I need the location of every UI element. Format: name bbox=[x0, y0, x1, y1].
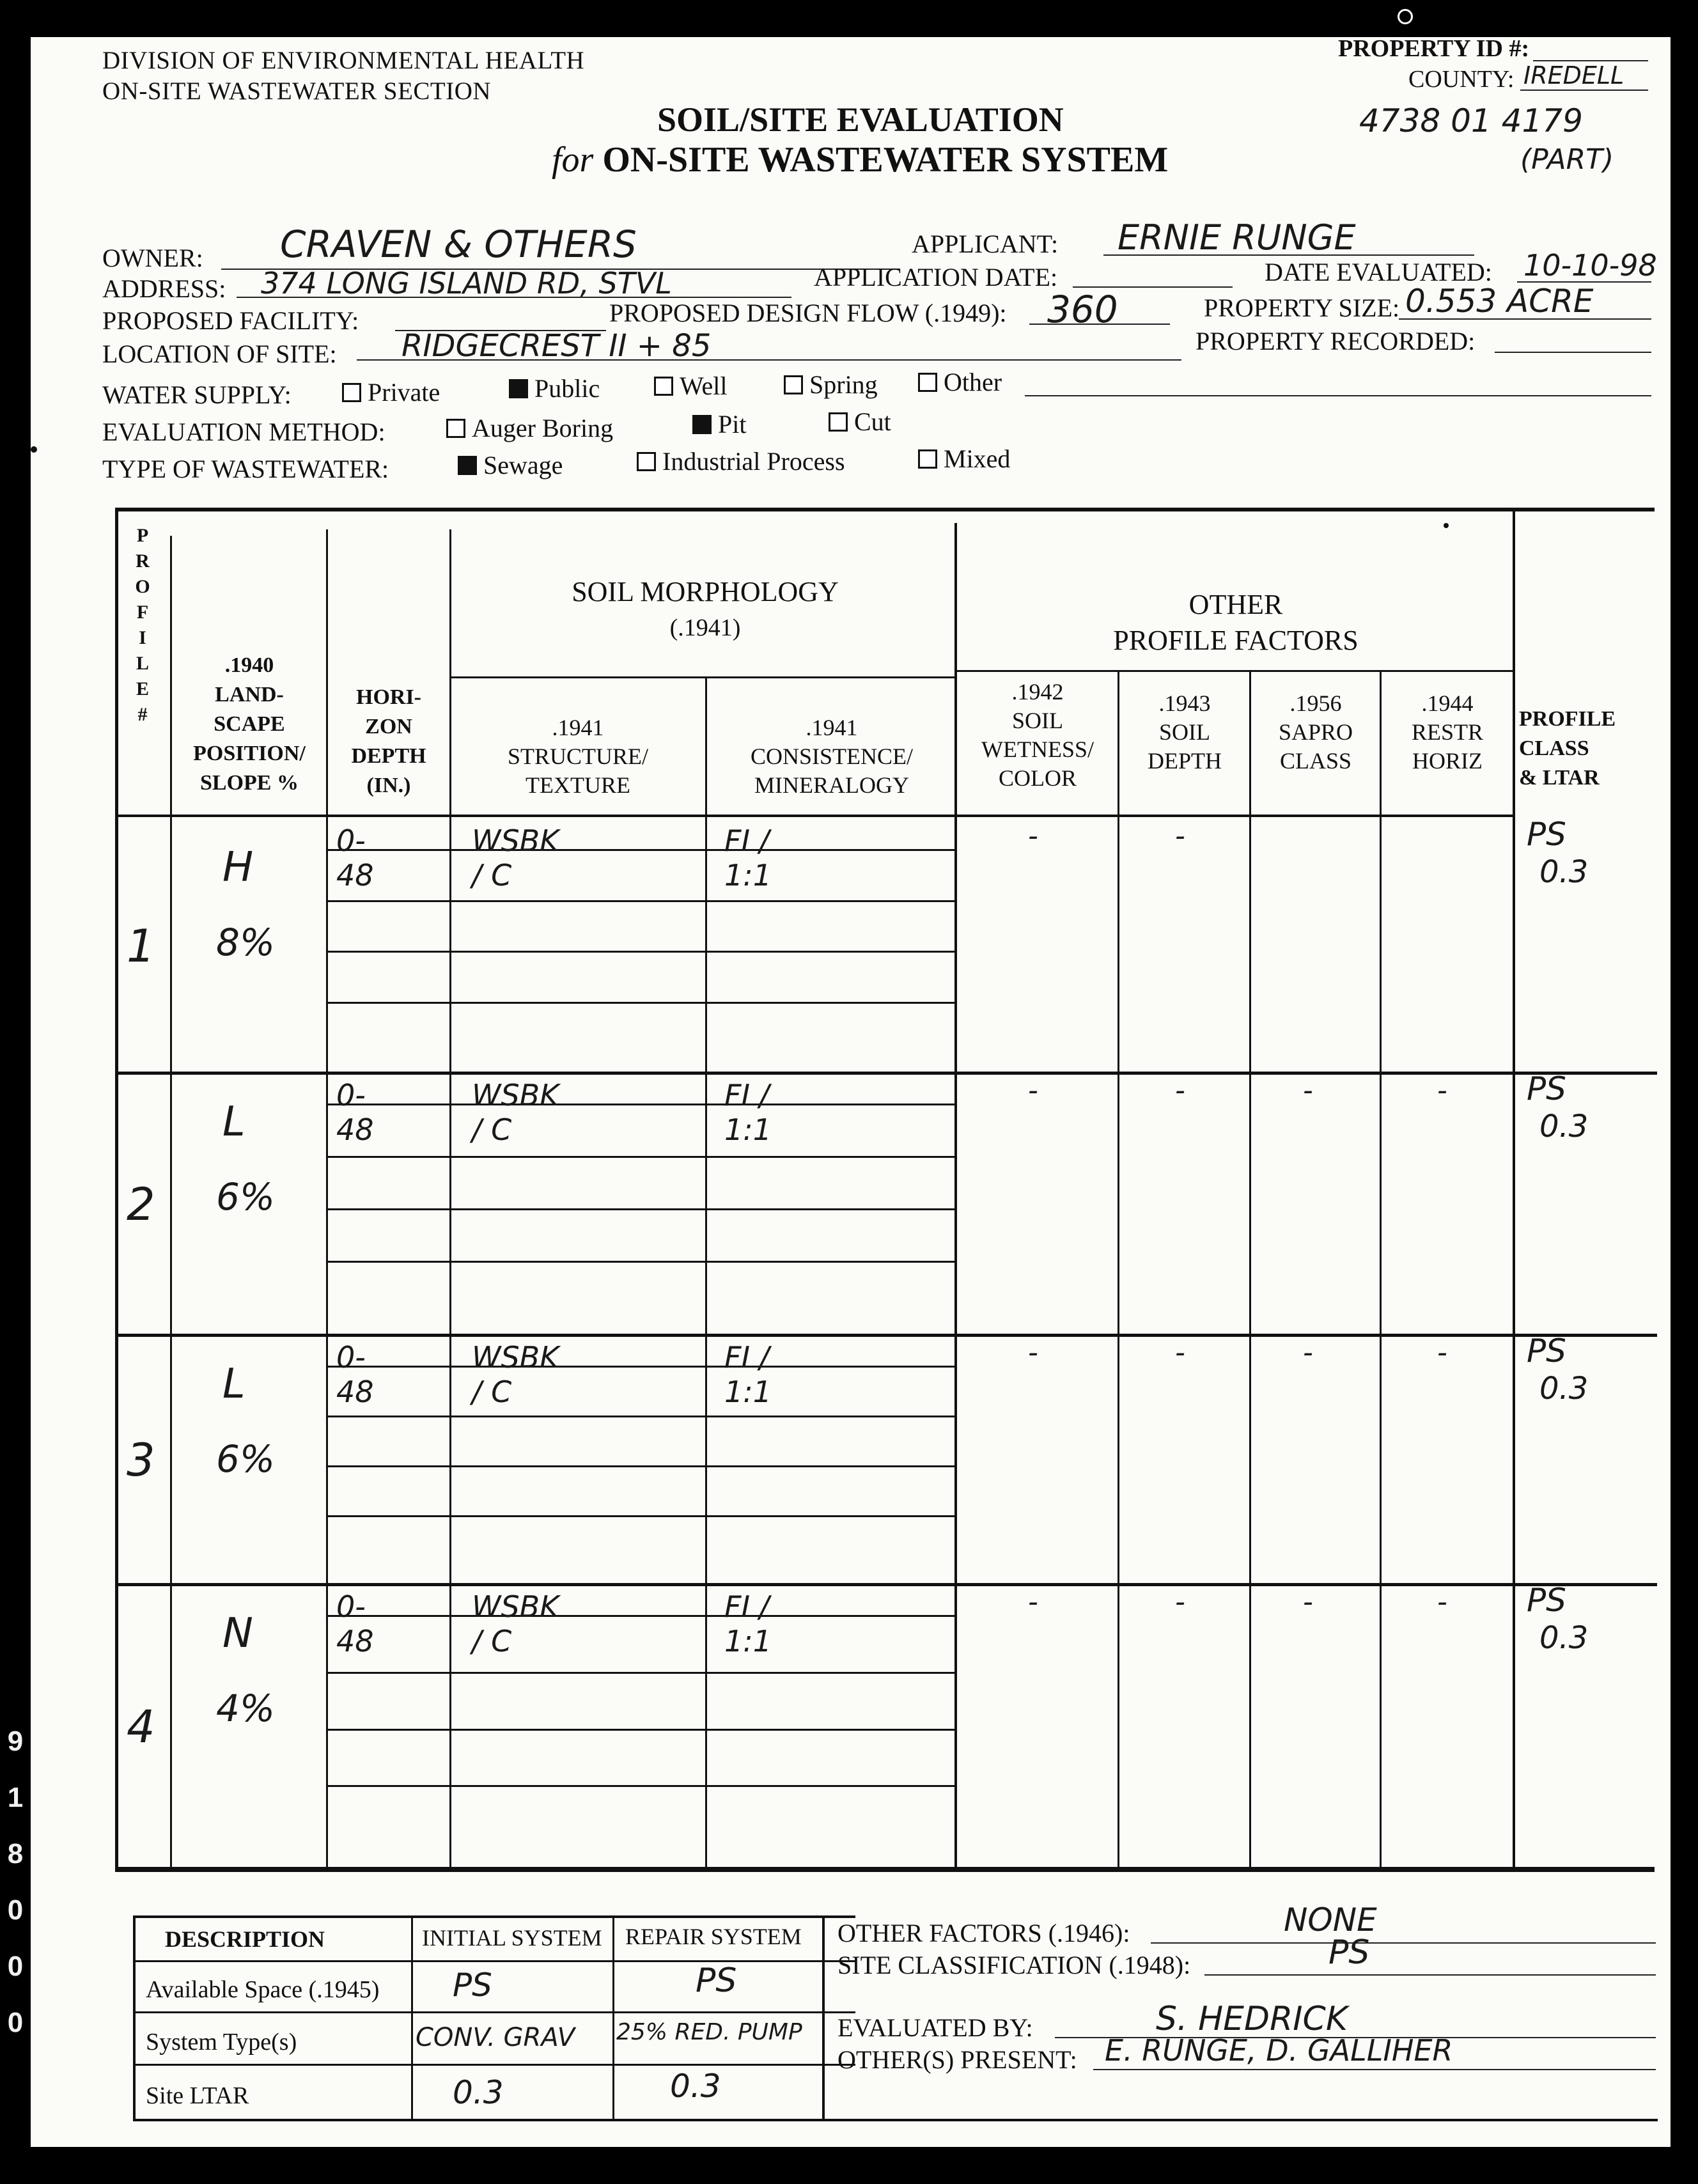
section-name: ON-SITE WASTEWATER SECTION bbox=[102, 77, 492, 105]
soil-wetness: - bbox=[1028, 1586, 1038, 1618]
structure-header-line: STRUCTURE/ bbox=[507, 744, 649, 769]
water-supply-public[interactable] bbox=[509, 373, 600, 403]
horizon-header-line: DEPTH bbox=[351, 744, 426, 768]
option-label: Spring bbox=[809, 370, 878, 399]
profile-class: PS bbox=[1527, 816, 1566, 853]
profile-row-divider bbox=[116, 1334, 1657, 1337]
design-flow-label: PROPOSED DESIGN FLOW (.1949): bbox=[609, 299, 1007, 327]
horizon-header-line: ZON bbox=[365, 715, 412, 738]
water-supply-well[interactable] bbox=[654, 371, 728, 401]
checkbox-icon bbox=[342, 383, 361, 402]
bt-row bbox=[133, 1960, 855, 1962]
method-auger-boring[interactable] bbox=[446, 413, 613, 443]
bt-top bbox=[133, 1915, 855, 1918]
consistence-mineralogy: FI / 1:1 bbox=[724, 1589, 772, 1658]
evaluated-by-label: EVALUATED BY: bbox=[837, 2013, 1033, 2042]
evaluated-by-value: S. HEDRICK bbox=[1156, 2000, 1348, 2038]
soil-depth: - bbox=[1175, 820, 1185, 852]
bt-bottom bbox=[133, 2119, 1658, 2121]
scan-speck bbox=[1444, 523, 1449, 528]
owner-label: OWNER: bbox=[102, 244, 203, 272]
horizon-sub-line bbox=[327, 1104, 955, 1105]
county-field[interactable] bbox=[1520, 90, 1648, 91]
structure-texture: WSBK / C bbox=[472, 1078, 559, 1147]
horizon-sub-line bbox=[327, 1615, 955, 1617]
subtitle-text: ON-SITE WASTEWATER SYSTEM bbox=[602, 140, 1169, 180]
horizon-sub-line bbox=[327, 1465, 955, 1467]
option-label: Pit bbox=[718, 410, 747, 439]
restr-header-line: RESTR bbox=[1411, 719, 1484, 745]
bt-col bbox=[612, 1915, 614, 2121]
soil-wetness: - bbox=[1028, 1336, 1038, 1369]
horizon-sub-line bbox=[327, 849, 955, 851]
structure-header-line: .1941 bbox=[552, 715, 604, 740]
checkbox-checked-icon bbox=[458, 456, 477, 475]
wastewater-mixed[interactable] bbox=[918, 444, 1010, 474]
method-pit[interactable] bbox=[692, 409, 746, 439]
col-divider bbox=[170, 536, 172, 1868]
available-space-initial: PS bbox=[453, 1967, 492, 2004]
structure-texture: WSBK / C bbox=[472, 1589, 559, 1658]
available-space-label: Available Space (.1945) bbox=[146, 1976, 380, 2003]
soil-wetness: - bbox=[1028, 1074, 1038, 1107]
other-factors-header-line: PROFILE FACTORS bbox=[1113, 625, 1359, 656]
soil-depth-header-line: SOIL bbox=[1159, 719, 1210, 745]
property-id-label: PROPERTY ID #: bbox=[1338, 37, 1530, 62]
system-type-repair: 25% RED. PUMP bbox=[616, 2019, 802, 2045]
profile-number: 2 bbox=[127, 1178, 155, 1231]
others-present-label: OTHER(S) PRESENT: bbox=[837, 2045, 1077, 2074]
sapro-header-line: SAPRO bbox=[1278, 719, 1353, 745]
site-ltar-label: Site LTAR bbox=[146, 2082, 249, 2109]
address-value: 374 LONG ISLAND RD, STVL bbox=[261, 266, 672, 300]
application-date-label: APPLICATION DATE: bbox=[814, 263, 1058, 292]
profile-class: PS bbox=[1527, 1332, 1566, 1369]
checkbox-icon bbox=[918, 449, 937, 469]
design-flow-value: 360 bbox=[1047, 288, 1118, 331]
class-column-border bbox=[1513, 510, 1515, 1869]
morphology-header-divider bbox=[449, 676, 956, 678]
restrictive-horizon: - bbox=[1437, 1074, 1447, 1107]
table-top-border bbox=[115, 508, 1655, 511]
col-divider bbox=[449, 529, 451, 1868]
soil-depth-header-line: .1943 bbox=[1158, 690, 1211, 716]
landscape-header bbox=[174, 651, 325, 798]
wetness-header-line: COLOR bbox=[998, 765, 1077, 791]
evaluation-method-label: EVALUATION METHOD: bbox=[102, 417, 386, 446]
description-header: DESCRIPTION bbox=[165, 1926, 325, 1952]
structure-header-line: TEXTURE bbox=[526, 772, 630, 798]
landscape-position: H bbox=[222, 844, 254, 891]
col-divider bbox=[1380, 670, 1382, 1868]
sapro-header-line: .1956 bbox=[1289, 690, 1342, 716]
horizon-sub-line bbox=[327, 1261, 955, 1263]
profile-class: PS bbox=[1527, 1582, 1566, 1619]
wetness-header-line: .1942 bbox=[1011, 679, 1064, 705]
landscape-header-line: SCAPE bbox=[214, 712, 285, 736]
sapro-class: - bbox=[1303, 1336, 1313, 1369]
class-header-line: CLASS bbox=[1519, 737, 1589, 760]
site-classification-value: PS bbox=[1328, 1933, 1370, 1972]
water-supply-other[interactable] bbox=[918, 367, 1002, 397]
restrictive-horizon: - bbox=[1437, 1586, 1447, 1618]
slope-percent: 6% bbox=[216, 1437, 276, 1481]
soil-morphology-sub: (.1941) bbox=[669, 614, 741, 641]
form-subtitle bbox=[552, 139, 1168, 180]
horizon-depth: 0-48 bbox=[336, 1589, 374, 1658]
property-recorded-label: PROPERTY RECORDED: bbox=[1196, 327, 1476, 355]
other-factors-value: NONE bbox=[1284, 1901, 1377, 1938]
others-present-field[interactable] bbox=[1093, 2069, 1656, 2070]
option-label: Industrial Process bbox=[662, 447, 845, 476]
horizon-depth: 0-48 bbox=[336, 1078, 374, 1147]
soil-wetness: - bbox=[1028, 820, 1038, 852]
profile-ltar: 0.3 bbox=[1539, 854, 1589, 890]
col-divider bbox=[1118, 670, 1119, 1868]
option-label: Cut bbox=[854, 407, 891, 436]
evaluation-form bbox=[31, 37, 1671, 2147]
slope-percent: 8% bbox=[216, 921, 276, 964]
profile-number: 4 bbox=[127, 1701, 155, 1753]
slope-percent: 6% bbox=[216, 1175, 276, 1219]
sapro-class: - bbox=[1303, 1074, 1313, 1107]
col-divider bbox=[1249, 670, 1251, 1868]
applicant-value: ERNIE RUNGE bbox=[1118, 217, 1356, 258]
site-ltar-initial: 0.3 bbox=[453, 2074, 504, 2111]
water-supply-private[interactable] bbox=[342, 377, 440, 407]
checkbox-icon bbox=[637, 452, 656, 471]
option-label: Auger Boring bbox=[472, 414, 614, 442]
method-cut[interactable] bbox=[829, 407, 891, 437]
horizon-sub-line bbox=[327, 1208, 955, 1210]
checkbox-icon bbox=[654, 377, 673, 396]
agency-name: DIVISION OF ENVIRONMENTAL HEALTH bbox=[102, 47, 585, 74]
horizon-depth: 0-48 bbox=[336, 1340, 374, 1409]
option-label: Well bbox=[680, 371, 728, 400]
horizon-sub-line bbox=[327, 1785, 955, 1787]
soil-morphology-title: SOIL MORPHOLOGY bbox=[572, 576, 839, 607]
profile-row-divider bbox=[116, 1583, 1657, 1586]
other-profile-factors-header bbox=[958, 587, 1514, 659]
scan-speck bbox=[31, 446, 37, 453]
horizon-sub-line bbox=[327, 951, 955, 953]
applicant-label: APPLICANT: bbox=[912, 230, 1059, 258]
wastewater-industrial[interactable] bbox=[637, 446, 845, 476]
other-factors-field[interactable] bbox=[1151, 1942, 1656, 1944]
profile-class: PS bbox=[1527, 1070, 1566, 1107]
county-value: IREDELL bbox=[1523, 61, 1624, 90]
date-evaluated-label: DATE EVALUATED: bbox=[1265, 258, 1492, 286]
option-label: Private bbox=[368, 378, 440, 407]
landscape-header-line: SLOPE % bbox=[200, 771, 299, 795]
horizon-sub-line bbox=[327, 1156, 955, 1158]
soil-depth: - bbox=[1175, 1336, 1185, 1369]
option-label: Public bbox=[534, 374, 600, 403]
horizon-header-line: (IN.) bbox=[366, 774, 411, 797]
option-label: Other bbox=[944, 368, 1002, 396]
option-label: Sewage bbox=[483, 451, 563, 480]
location-label: LOCATION OF SITE: bbox=[102, 339, 337, 368]
soil-depth-header bbox=[1120, 689, 1249, 776]
site-classification-field[interactable] bbox=[1204, 1974, 1656, 1976]
form-title: SOIL/SITE EVALUATION bbox=[657, 100, 1064, 139]
col-divider bbox=[705, 676, 707, 1868]
others-present-value: E. RUNGE, D. GALLIHER bbox=[1105, 2033, 1453, 2068]
wetness-header-line: SOIL bbox=[1012, 708, 1063, 733]
consistence-mineralogy: FI / 1:1 bbox=[724, 1078, 772, 1147]
profile-number: 1 bbox=[127, 920, 155, 972]
header-bottom-line bbox=[116, 815, 1514, 817]
class-header-line: PROFILE bbox=[1519, 707, 1616, 731]
site-classification-label: SITE CLASSIFICATION (.1948): bbox=[837, 1951, 1191, 1979]
horizon-sub-line bbox=[327, 1515, 955, 1517]
water-supply-other-field[interactable] bbox=[1025, 395, 1651, 396]
available-space-repair: PS bbox=[696, 1962, 737, 2000]
parcel-number: 4738 01 4179 bbox=[1359, 102, 1583, 139]
restrictive-horizon: - bbox=[1437, 1336, 1447, 1369]
address-label: ADDRESS: bbox=[102, 274, 226, 303]
consistence-mineralogy: FI / 1:1 bbox=[724, 823, 772, 893]
checkbox-icon bbox=[829, 412, 848, 432]
factors-header-divider bbox=[954, 670, 1514, 672]
date-evaluated-value: 10-10-98 bbox=[1523, 248, 1657, 283]
restrictive-horizon-header bbox=[1382, 689, 1513, 776]
option-label: Mixed bbox=[944, 444, 1011, 473]
horizon-sub-line bbox=[327, 1002, 955, 1004]
property-size-label: PROPERTY SIZE: bbox=[1204, 293, 1400, 322]
restr-header-line: .1944 bbox=[1421, 690, 1474, 716]
landscape-position: N bbox=[222, 1610, 253, 1657]
repair-system-header: REPAIR SYSTEM bbox=[625, 1924, 802, 1949]
consistence-mineralogy: FI / 1:1 bbox=[724, 1340, 772, 1409]
location-value: RIDGECREST II + 85 bbox=[401, 328, 712, 364]
other-factors-header-line: OTHER bbox=[1188, 589, 1283, 620]
consistence-header-line: CONSISTENCE/ bbox=[750, 744, 914, 769]
structure-header bbox=[453, 714, 703, 800]
horizon-depth-header bbox=[329, 683, 449, 800]
profile-ltar: 0.3 bbox=[1539, 1371, 1589, 1407]
bt-col bbox=[411, 1915, 413, 2121]
col-divider bbox=[326, 529, 328, 1868]
wastewater-sewage[interactable] bbox=[458, 450, 563, 480]
other-factors-label: OTHER FACTORS (.1946): bbox=[837, 1919, 1130, 1947]
system-type-label: System Type(s) bbox=[146, 2029, 297, 2055]
consistence-header-line: .1941 bbox=[806, 715, 858, 740]
structure-texture: WSBK / C bbox=[472, 1340, 559, 1409]
consistence-header-line: MINERALOGY bbox=[754, 772, 909, 798]
punch-hole-icon bbox=[1398, 9, 1413, 24]
soil-morphology-header bbox=[453, 574, 958, 646]
wetness-header-line: WETNESS/ bbox=[981, 737, 1094, 762]
checkbox-icon bbox=[446, 419, 465, 438]
landscape-header-line: .1940 bbox=[224, 653, 274, 677]
landscape-header-line: POSITION/ bbox=[193, 742, 306, 765]
system-type-initial: CONV. GRAV bbox=[416, 2023, 575, 2052]
bt-row bbox=[133, 2011, 855, 2013]
landscape-position: L bbox=[222, 1098, 245, 1146]
profile-class-header bbox=[1519, 705, 1671, 793]
table-left-border bbox=[115, 510, 118, 1869]
property-recorded-field[interactable] bbox=[1495, 352, 1651, 353]
horizon-sub-line bbox=[327, 900, 955, 902]
checkbox-icon bbox=[784, 375, 803, 394]
bt-left bbox=[133, 1915, 136, 2121]
county-label: COUNTY: bbox=[1408, 66, 1515, 93]
margin-stamp: 9 1 8 0 0 0 bbox=[7, 1726, 24, 2038]
profile-number: 3 bbox=[127, 1434, 155, 1486]
class-header-line: & LTAR bbox=[1519, 766, 1600, 790]
horizon-depth: 0-48 bbox=[336, 823, 374, 893]
site-ltar-repair: 0.3 bbox=[670, 2068, 721, 2105]
wastewater-type-label: TYPE OF WASTEWATER: bbox=[102, 455, 389, 483]
horizon-sub-line bbox=[327, 1366, 955, 1368]
subtitle-prefix: for bbox=[552, 140, 594, 180]
horizon-header-line: HORI- bbox=[356, 685, 421, 709]
horizon-sub-line bbox=[327, 1672, 955, 1674]
soil-depth: - bbox=[1175, 1074, 1185, 1107]
profile-number-header: P R O F I L E # bbox=[135, 525, 150, 725]
proposed-facility-label: PROPOSED FACILITY: bbox=[102, 306, 359, 335]
slope-percent: 4% bbox=[216, 1687, 276, 1730]
sapro-header-line: CLASS bbox=[1279, 748, 1352, 774]
soil-depth: - bbox=[1175, 1586, 1185, 1618]
table-bottom-border bbox=[115, 1867, 1655, 1872]
wetness-header bbox=[958, 678, 1118, 793]
owner-value: CRAVEN & OTHERS bbox=[280, 222, 637, 266]
checkbox-checked-icon bbox=[692, 415, 712, 434]
checkbox-icon bbox=[918, 373, 937, 392]
parcel-note: (PART) bbox=[1520, 143, 1614, 176]
structure-texture: WSBK / C bbox=[472, 823, 559, 893]
soil-depth-header-line: DEPTH bbox=[1148, 748, 1222, 774]
landscape-position: L bbox=[222, 1361, 245, 1408]
profile-row-divider bbox=[116, 1072, 1657, 1075]
water-supply-label: WATER SUPPLY: bbox=[102, 380, 292, 409]
profile-ltar: 0.3 bbox=[1539, 1109, 1589, 1144]
bt-col bbox=[822, 1915, 825, 2121]
profile-ltar: 0.3 bbox=[1539, 1620, 1589, 1656]
sapro-class: - bbox=[1303, 1586, 1313, 1618]
water-supply-spring[interactable] bbox=[784, 370, 878, 400]
initial-system-header: INITIAL SYSTEM bbox=[422, 1925, 602, 1951]
horizon-sub-line bbox=[327, 1729, 955, 1731]
landscape-header-line: LAND- bbox=[215, 683, 284, 706]
consistence-header bbox=[708, 714, 955, 800]
checkbox-checked-icon bbox=[509, 379, 528, 398]
sapro-class-header bbox=[1252, 689, 1380, 776]
horizon-sub-line bbox=[327, 1416, 955, 1417]
bt-row bbox=[133, 2064, 855, 2066]
restr-header-line: HORIZ bbox=[1412, 748, 1483, 774]
property-size-value: 0.553 ACRE bbox=[1405, 283, 1594, 320]
